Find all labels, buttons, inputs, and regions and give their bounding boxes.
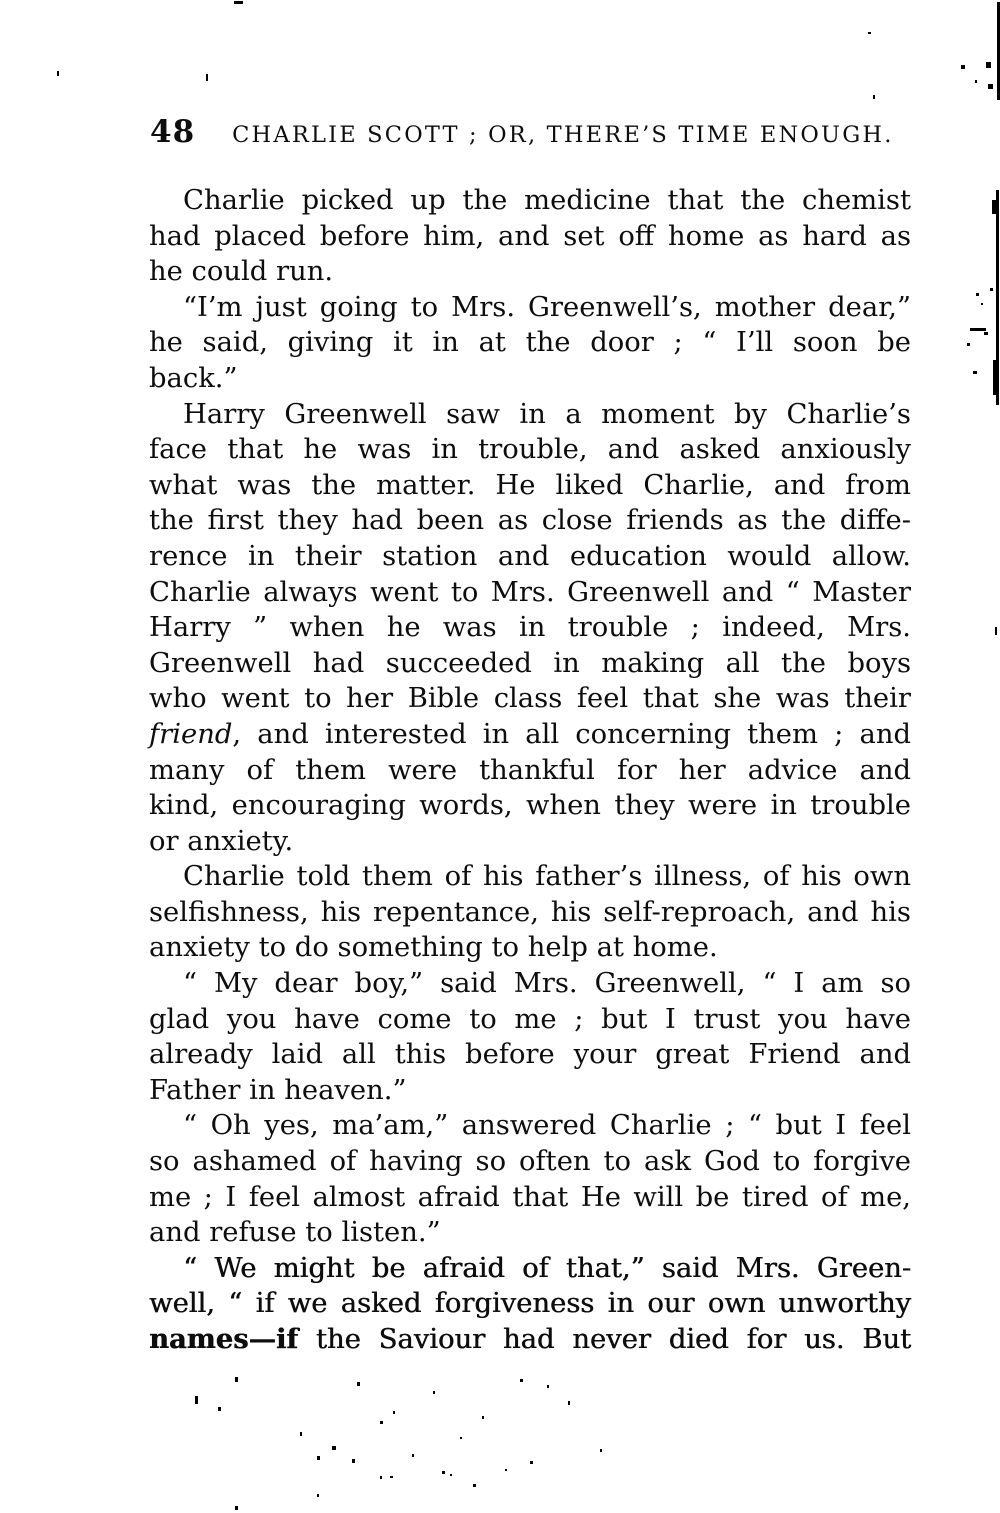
text-line: Harry ” when he was in trouble ; indeed, Mrs. [149, 612, 911, 644]
text-line: face that he was in trouble, and asked anxiously [149, 434, 911, 466]
scan-speck [988, 84, 993, 89]
scan-speck [967, 343, 970, 346]
scan-speck [530, 1461, 533, 1464]
scan-speck [393, 1411, 395, 1414]
text-line: selfishness, his repentance, his self-reproach, and his [149, 896, 911, 928]
text-line: or anxiety. [149, 825, 294, 857]
scan-speck [600, 1449, 602, 1452]
scan-speck [482, 1416, 484, 1419]
scan-speck [990, 288, 993, 291]
scan-speck [992, 200, 996, 214]
scan-speck [450, 1474, 452, 1476]
text-line: Greenwell had succeeded in making all the boys [149, 647, 911, 679]
scan-speck [206, 74, 208, 81]
text-line: Charlie always went to Mrs. Greenwell and “ Master [149, 576, 911, 608]
scan-speck [235, 1506, 238, 1510]
scan-speck [380, 1421, 383, 1424]
scan-speck [412, 1454, 414, 1457]
running-title: CHARLIE SCOTT ; OR, THERE’S TIME ENOUGH. [232, 122, 894, 148]
text-line: Father in heaven.” [149, 1074, 407, 1106]
scan-speck [317, 1456, 320, 1460]
text-line: he said, giving it in at the door ; “ I’ll soon be [149, 327, 911, 359]
scan-speck [195, 1396, 198, 1404]
scan-speck [505, 1469, 507, 1471]
text-line: friend, and interested in all concerning them ; and [149, 718, 911, 750]
scan-speck [981, 303, 983, 305]
text-line: me ; I feel almost afraid that He will be tired of me, [149, 1181, 911, 1213]
scan-speck [873, 95, 875, 99]
scan-speck [433, 1391, 435, 1394]
text-line: had placed before him, and set off home as hard as [149, 220, 911, 252]
scan-speck [380, 1476, 382, 1479]
text-line: Harry Greenwell saw in a moment by Charlie’s [183, 398, 911, 430]
text-line: “ Oh yes, ma’am,” answered Charlie ; “ but I feel [183, 1110, 911, 1142]
scan-speck [300, 1432, 302, 1436]
scan-speck [995, 627, 997, 635]
text-line: “ We might be afraid of that,” said Mrs. Green- [183, 1252, 911, 1284]
text-line: anxiety to do something to help at home. [149, 932, 718, 964]
text-line: “I’m just going to Mrs. Greenwell’s, mother dear,” [183, 291, 911, 323]
scan-speck [390, 1476, 393, 1478]
scan-speck [986, 62, 991, 68]
scan-speck [547, 1385, 549, 1388]
text-line: what was the matter. He liked Charlie, and from [149, 469, 911, 501]
text-line: rence in their station and education would allow. [149, 540, 911, 572]
scan-speck [442, 1471, 445, 1474]
scan-speck [976, 293, 979, 296]
scan-speck [235, 1377, 238, 1382]
text-line: so ashamed of having so often to ask God to forgive [149, 1146, 911, 1178]
text-line: who went to her Bible class feel that she was their [149, 683, 911, 715]
running-header [150, 114, 912, 150]
scan-speck [868, 32, 871, 34]
scan-speck [460, 1437, 462, 1439]
text-line: well, “ if we asked forgiveness in our own unworthy [149, 1288, 911, 1320]
scan-speck [357, 1382, 360, 1386]
scan-speck [352, 1459, 355, 1463]
text-line: he could run. [149, 256, 334, 288]
scan-speck [975, 80, 977, 83]
scan-speck [332, 1446, 336, 1450]
scan-speck [973, 371, 977, 374]
scan-speck [984, 332, 988, 335]
scan-speck [970, 328, 986, 331]
text-line: many of them were thankful for her advice and [149, 754, 911, 786]
text-line: “ My dear boy,” said Mrs. Greenwell, “ I am so [183, 968, 911, 1000]
scan-speck [993, 360, 999, 395]
scan-speck [234, 1, 243, 4]
text-line: already laid all this before your great Friend and [149, 1039, 911, 1071]
scan-speck [317, 1494, 319, 1497]
text-line: and refuse to listen.” [149, 1217, 441, 1249]
text-body [149, 183, 911, 1358]
scan-speck [961, 65, 965, 69]
scan-speck [473, 1484, 476, 1487]
scan-speck [568, 1401, 570, 1405]
text-line: kind, encouraging words, when they were in trouble [149, 790, 911, 822]
text-line: glad you have come to me ; but I trust you have [149, 1003, 911, 1035]
text-line: the first they had been as close friends as the diffe- [149, 505, 911, 537]
text-line: Charlie told them of his father’s illness, of his own [183, 861, 911, 893]
page-number: 48 [150, 114, 196, 150]
scan-speck [218, 1407, 221, 1411]
scan-speck [520, 1379, 523, 1382]
scan-speck [57, 71, 59, 76]
text-line: names—if the Saviour had never died for us. But [149, 1323, 911, 1355]
text-line: back.” [149, 362, 238, 394]
text-line: Charlie picked up the medicine that the chemist [183, 185, 911, 216]
